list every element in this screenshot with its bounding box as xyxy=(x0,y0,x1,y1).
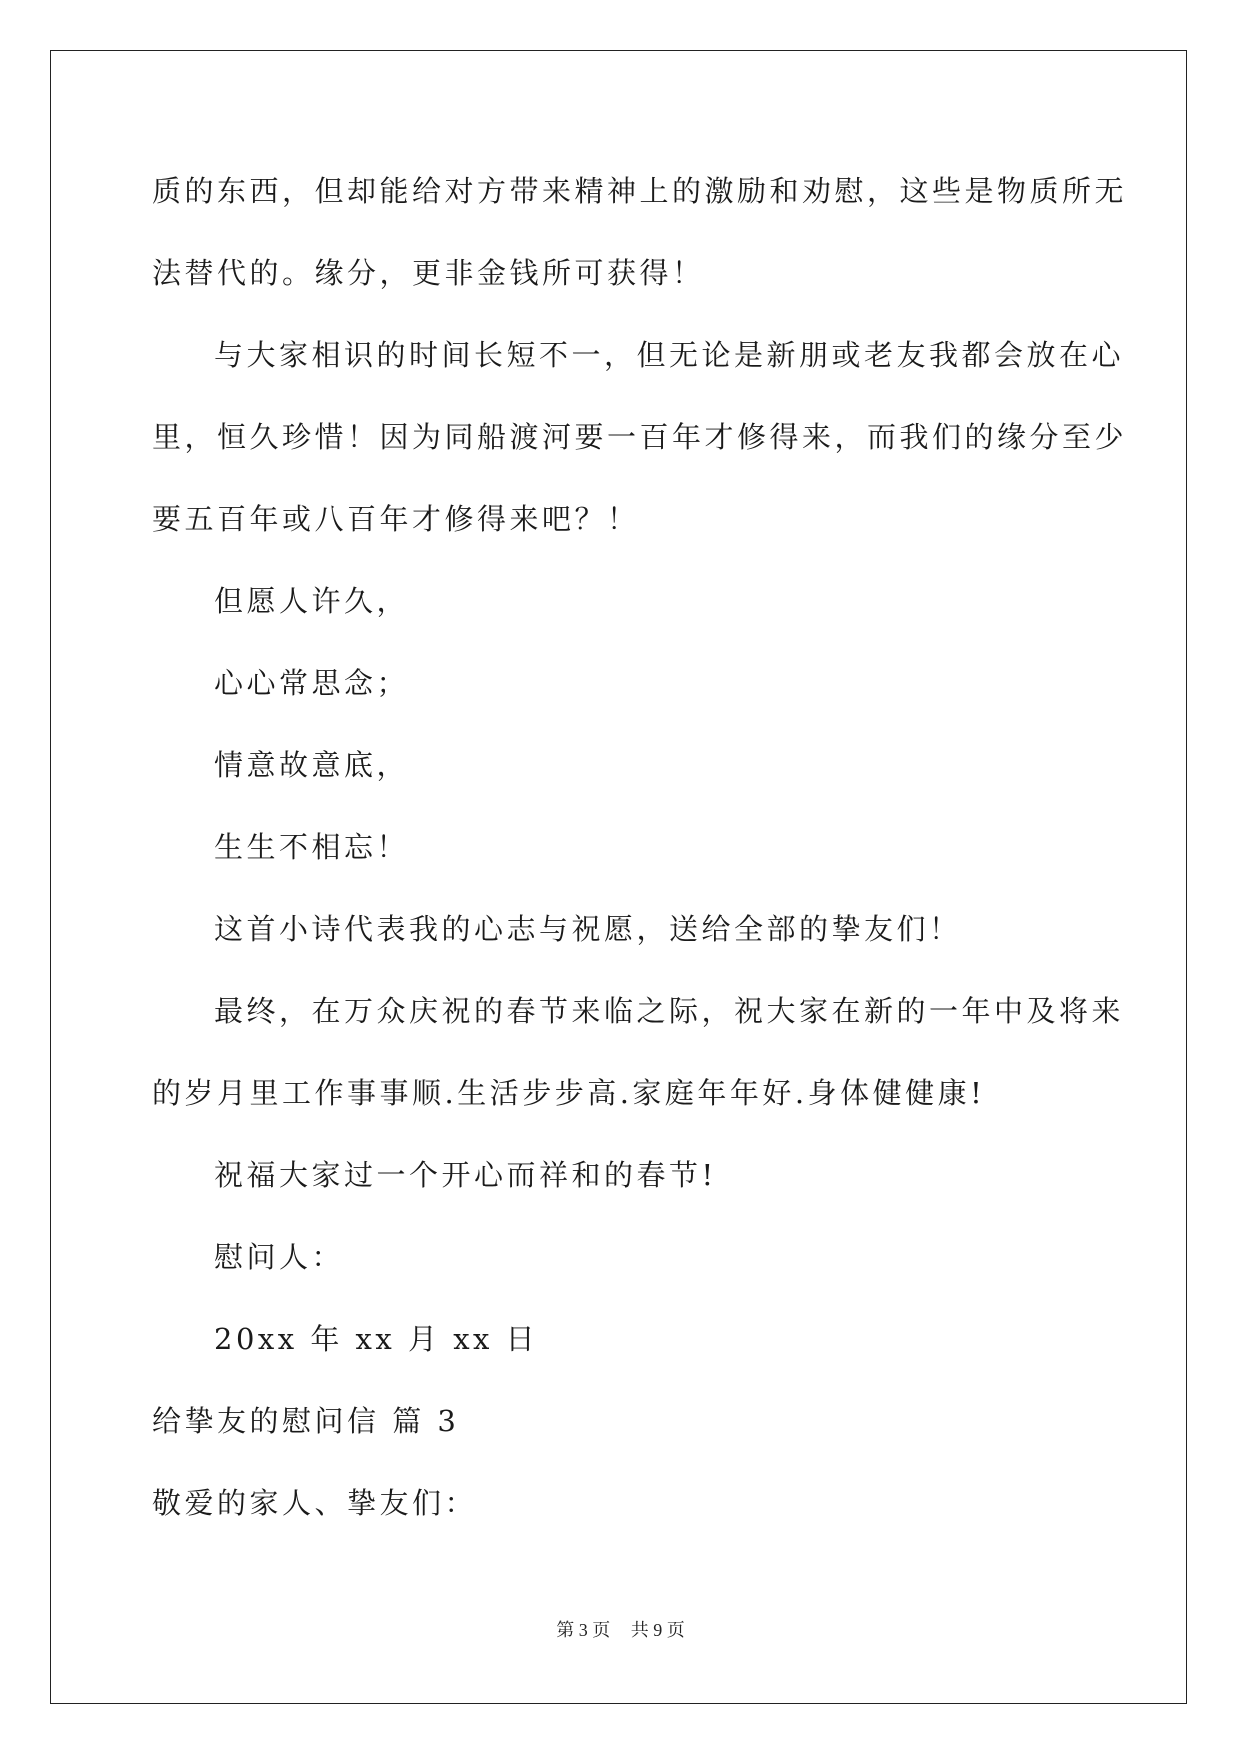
document-body xyxy=(152,165,1128,1559)
text-line: 祝福大家过一个开心而祥和的春节! xyxy=(214,1158,717,1192)
page-number: 第 3 页 xyxy=(556,1620,611,1640)
signature-label: 慰问人： xyxy=(214,1240,345,1274)
poem-line: 生生不相忘！ xyxy=(214,830,410,864)
poem-line: 心心常思念； xyxy=(214,666,410,700)
text-line: 这首小诗代表我的心志与祝愿，送给全部的挚友们！ xyxy=(214,912,962,946)
text-line: 与大家相识的时间长短不一，但无论是新朋或老友我都会放在心 xyxy=(214,338,1125,372)
text-line: 里，恒久珍惜！因为同船渡河要一百年才修得来，而我们的缘分至少 xyxy=(152,420,1128,454)
poem-line: 情意故意底， xyxy=(214,748,410,782)
page-total: 共 9 页 xyxy=(630,1620,685,1640)
text-line: 法替代的。缘分，更非金钱所可获得！ xyxy=(152,256,705,290)
salutation: 敬爱的家人、挚友们： xyxy=(152,1486,478,1520)
date-line: 20xx 年 xx 月 xx 日 xyxy=(214,1322,539,1356)
text-line: 的岁月里工作事事顺.生活步步高.家庭年年好.身体健健康! xyxy=(152,1076,986,1110)
text-line: 质的东西，但却能给对方带来精神上的激励和劝慰，这些是物质所无 xyxy=(152,174,1128,208)
page-footer xyxy=(0,1616,1241,1642)
section-heading: 给挚友的慰问信 篇 3 xyxy=(152,1404,460,1438)
text-line: 最终，在万众庆祝的春节来临之际，祝大家在新的一年中及将来 xyxy=(214,994,1125,1028)
poem-line: 但愿人许久， xyxy=(214,584,410,618)
text-line: 要五百年或八百年才修得来吧？！ xyxy=(152,502,640,536)
